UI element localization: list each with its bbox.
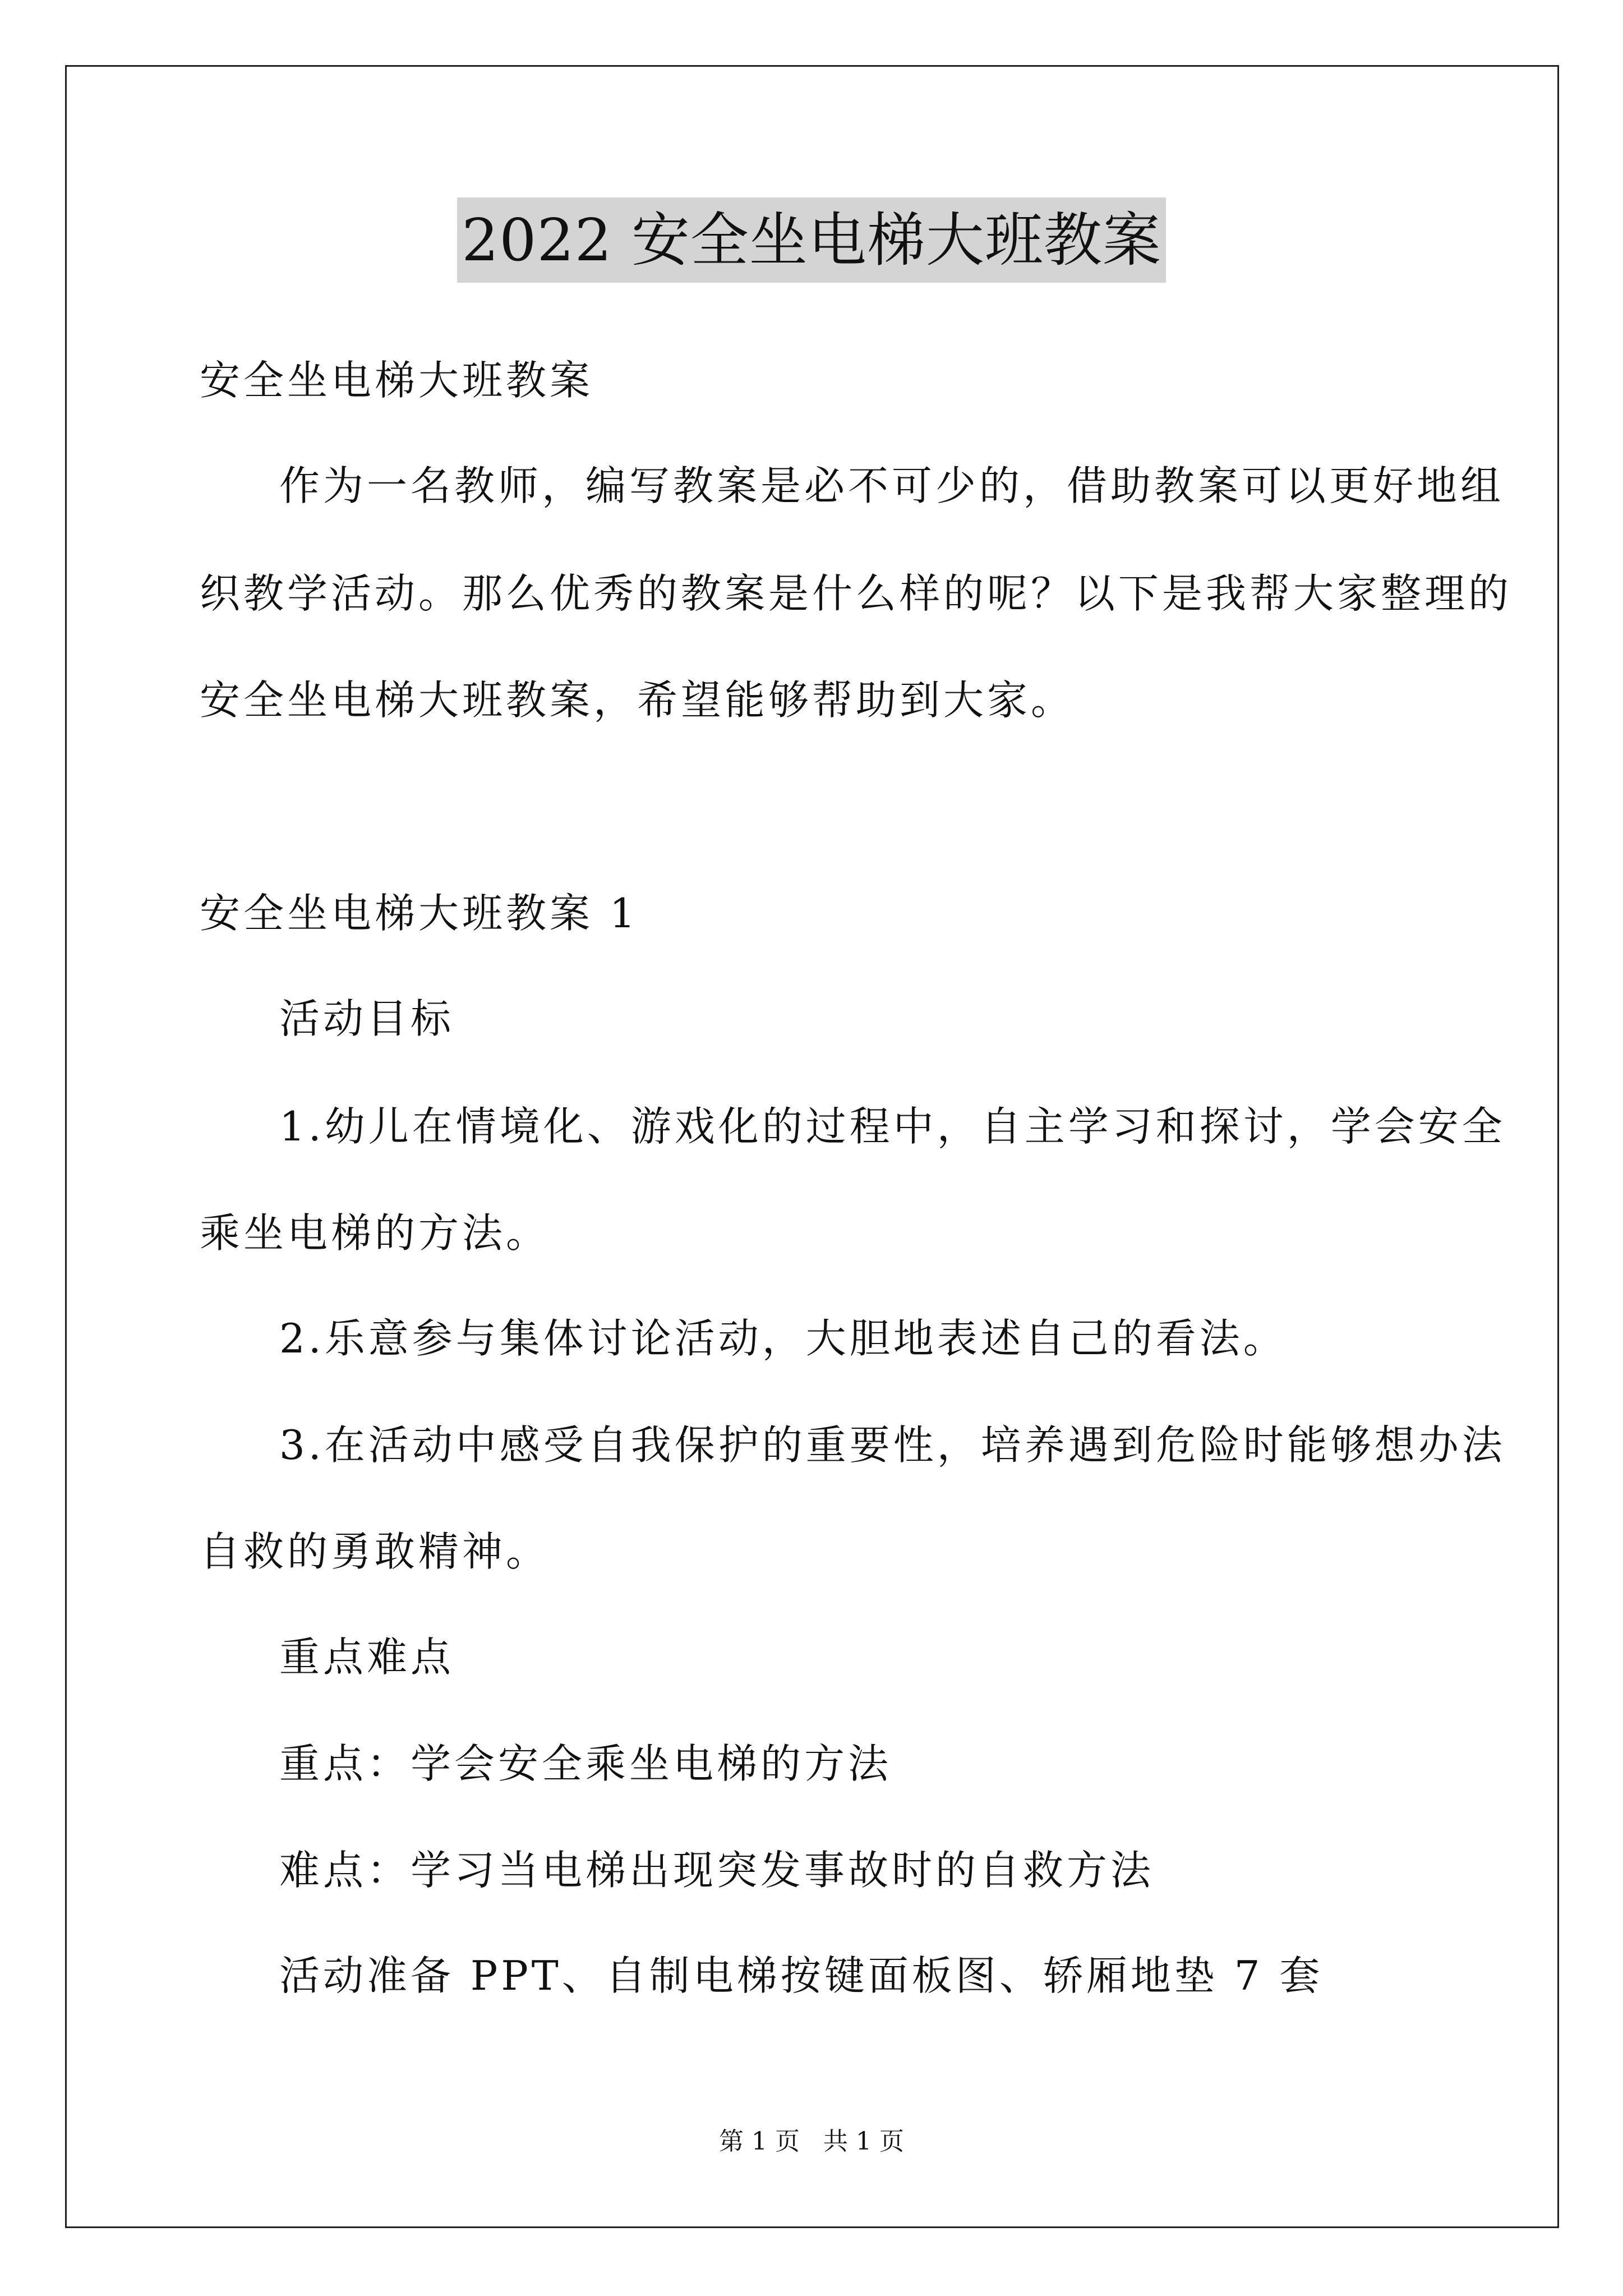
document-title: 2022 安全坐电梯大班教案	[457, 197, 1166, 283]
title-container	[0, 197, 1623, 283]
paragraph-line-1: 作为一名教师，编写教案是必不可少的，借助教案可以更好地组	[279, 462, 1505, 509]
paragraph-line-3: 安全坐电梯大班教案，希望能够帮助到大家。	[200, 677, 1075, 724]
heading-activity-goals: 活动目标	[279, 995, 455, 1042]
goal-1-line-1: 1.幼儿在情境化、游戏化的过程中，自主学习和探讨，学会安全	[279, 1103, 1506, 1150]
goal-2: 2.乐意参与集体讨论活动，大胆地表述自己的看法。	[279, 1315, 1287, 1362]
activity-preparation: 活动准备 PPT、自制电梯按键面板图、轿厢地垫 7 套	[279, 1952, 1324, 1999]
page-footer: 第 1 页 共 1 页	[719, 2127, 904, 2156]
key-point: 重点：学会安全乘坐电梯的方法	[279, 1740, 892, 1787]
paragraph-line-2: 织教学活动。那么优秀的教案是什么样的呢？以下是我帮大家整理的	[200, 570, 1513, 617]
section-heading: 安全坐电梯大班教案 1	[200, 890, 639, 937]
difficulty-point: 难点：学习当电梯出现突发事故时的自救方法	[279, 1847, 1155, 1894]
heading-key-points: 重点难点	[279, 1634, 455, 1681]
goal-1-line-2: 乘坐电梯的方法。	[200, 1209, 550, 1257]
goal-3-line-2: 自救的勇敢精神。	[200, 1528, 550, 1575]
subtitle-line: 安全坐电梯大班教案	[200, 357, 594, 404]
goal-3-line-1: 3.在活动中感受自我保护的重要性，培养遇到危险时能够想办法	[279, 1421, 1506, 1469]
